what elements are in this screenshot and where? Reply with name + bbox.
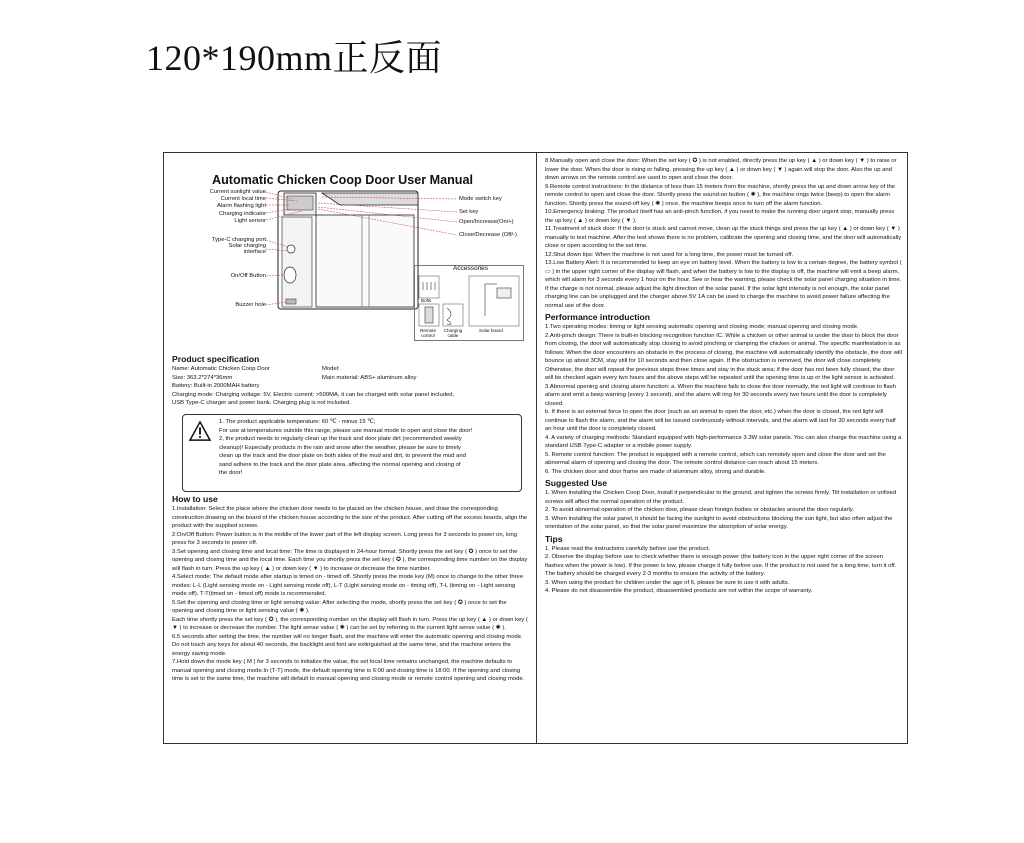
spec-model: Model: xyxy=(322,366,340,372)
manual-sheet xyxy=(163,152,908,744)
howto-item: 1.Installation: Select the place where the chicken door needs to be placed on the chicken house, and draw the corresponding construction drawing on the board of the chicken house according to the size of the product. After cutting off the excess boards, align the product with the supplied screws. xyxy=(172,506,528,529)
spec-name: Name: Automatic Chicken Coop Door xyxy=(172,366,270,372)
callout-close-key: Close/Decrease (Off/-) xyxy=(459,232,517,238)
performance-item: 4. A variety of charging methods: Standard equipped with high-performance 3.3W solar panels. You can also charge the machine using a standard USB Type-C adapter or a mobile power supply. xyxy=(545,434,902,449)
accessory-solar: Solar board xyxy=(479,328,503,333)
spec-material: Main material: ABS+ aluminum alloy xyxy=(322,374,417,381)
callout-interface: interface xyxy=(243,249,266,255)
howto-item: 6.5 seconds after setting the time, the number will no longer flash, and the machine will enter the automatic opening and closing mode. Do not touch any keys for about 40 seconds, the backlight and font are extinguished at the same time, and the machine enters the energy saving mode. xyxy=(172,633,523,657)
callout-onoff: On/Off Button xyxy=(230,273,266,279)
callout-typec-port: Type-C charging port xyxy=(211,237,266,243)
callout-buzzer: Buzzer hole xyxy=(235,302,266,308)
accessory-cable: Charging cable xyxy=(443,328,463,338)
manual-title: Automatic Chicken Coop Door User Manual xyxy=(212,173,474,187)
warning-text xyxy=(219,418,519,478)
accessories-title: Accessories xyxy=(453,265,489,272)
performance-title: Performance introduction xyxy=(545,312,651,322)
instruction-item: 9.Remote control instructions: In the distance of less than 15 meters from the machine, shortly press the up and down arrow key of the remote control to open and close the door. Shortly press the sound-on button ( ✺ ), the machine rings twice (beep) to open the alarm function. Shortly press the sound-off key ( ✺ ) once, the machine beeps once to turn off the alarm function. xyxy=(545,183,896,207)
spec-charging-2: USB Type-C charger and power bank. Charging plug is not included. xyxy=(172,400,351,406)
howto-item: 7.Hold down the mode key ( M ) for 3 seconds to initialize the value, the set local time remains unchanged, the machine defaults to manual opening and closing mode.In (T-T) mode, the default opening time is 6:00 and dosing time is 18:00. If the opening and closing time is set to the same time, the machine will default to manual opening and closing mode or remote control opening and closing mode. xyxy=(172,659,525,682)
tip-item: 4. Please do not disassemble the product, disassembled products are not within the scope of warranty. xyxy=(545,588,813,594)
spec-charging-1: Charging mode: Charging voltage: 5V, Electric current: >500MA, it can be charged with solar panel included, xyxy=(172,391,455,398)
warning-line: 2, the product needs to regularly clean up the track and door plate dirt (recommended weekly xyxy=(219,436,462,442)
instruction-item: 12.Shut down tips: When the machine is not used for a long time, the power must be turned off. xyxy=(545,251,794,258)
callout-charging-indicator: Charging indicator xyxy=(218,211,266,217)
column-divider xyxy=(536,153,537,743)
howto-item: 4.Select mode: The default mode after startup is timed on - timed off. Shortly press the mode key (M) once to change to the other three modes: L-L (Light sensing mode on - Light sensing mode off), L-T (Light sensing mode on - timing off), T-L (timing on - Light sensing mode off). T-T(timed on - timed off) mode is recommended. xyxy=(172,574,524,597)
spec-title: Product specification xyxy=(172,354,260,364)
tip-item: 3. When using the product for children under the age of 6, please be sure to use it with adults. xyxy=(545,579,790,586)
suggested-use-title: Suggested Use xyxy=(545,478,608,488)
spec-battery: Battery: Built-in 2000MAH battery xyxy=(172,383,260,389)
howto-title: How to use xyxy=(172,494,218,504)
howto-item: 2.On/Off Button: Power button is in the middle of the lower part of the left display screen. Long press for 3 seconds to power on, long press for 3 seconds to power off. xyxy=(172,531,518,546)
callout-local-time: Current local time xyxy=(220,196,266,202)
performance-item: 2.Anti-pinch design: There is built-in blocking recognition function IC. While a chicken or other animal is under the door to block the door from closing, the door will automatically stop closing to avoid pinching or clamping the chicken or animal. The specific manifestation is as follows: When the door encounters an obstacle in the process of closing, the machine will automatically identify the obstacle, the door will bounce up about 3CM, stay still for 10 seconds and then close again. If the obstruction is removed, the door will close completely. Otherwise, the door will repeat the previous steps three times and stay in the stuck area; if the door has not been fully closed, the door will be checked again every two hours and the above steps will be repeated until the opening time is up or the light sensor is activated. xyxy=(545,332,902,381)
instruction-item: 11.Treatment of stuck door: If the door is stuck and cannot move, clean up the stuck things and press the up key ( ▲ ) or down key ( ▼ ) manually to test machine. After the test shows there is no problem, calibrate the opening and closing time, and the door will automatically close or open according to the set time. xyxy=(545,226,902,249)
callout-set-key: Set key xyxy=(459,209,479,215)
performance-item: 3.Abnormal opening and closing alarm function: a. When the machine fails to close the door normally, the red light will continue to flash alarm and emit a beep warning (every 1 second), and the alarm will ring for 30 seconds every two hours until the door is completely closed. xyxy=(545,383,896,407)
warning-line: For use at temperatures outside this range, please use manual mode to open and close the door! xyxy=(219,427,473,434)
performance-item: 6. The chicken door and door frame are made of aluminum alloy, strong and durable. xyxy=(545,468,766,475)
suggested-item: 1. When installing the Chicken Coop Door, Install it perpendicular to the ground, and tighten the screws firmly. Tilt installation or unfixed screws will affect the normal operation of the product. xyxy=(545,490,897,505)
callout-alarm-light: Alarm flashing light xyxy=(217,203,266,209)
tips-title: Tips xyxy=(545,533,563,544)
performance-item: 1.Two operating modes: timing or light sensing automatic opening and closing mode; manual opening and closing mode. xyxy=(545,324,859,330)
warning-line: clean up the track and the door plate on both sides of the mud and dirt, to prevent the mud and xyxy=(219,453,466,459)
performance-item: 5. Remote control function: The product is equipped with a remote control, which can remotely open and close the door and set the abnormal alarm of opening and closing the door. The remote control distance can reach about 15 meters. xyxy=(545,451,886,466)
performance-item: b. If there is an external force to open the door (such as an animal to open the door, etc.) when the door is closed, the red light will continue to flash the alarm, and the alarm will be issued continuously without intervals, and the alarm will last for 30 seconds every half an hour until the door is completely closed. xyxy=(545,409,896,432)
left-column xyxy=(172,159,528,739)
how-to-use xyxy=(172,492,528,684)
warning-icon xyxy=(189,421,211,441)
callout-open-key: Open/Increase(On/+) xyxy=(459,219,514,225)
accessory-bolts: Bolts xyxy=(421,298,432,303)
page-header: 120*190mm正反面 xyxy=(146,38,443,78)
product-spec xyxy=(172,352,528,408)
right-column xyxy=(545,157,902,739)
suggested-item: 3. When installing the solar panel, it should be facing the sunlight to avoid obstructions blocking the sun light, but also often adjust the orientation of the solar panel, so that the solar panel maximize the absorption of solar energy. xyxy=(545,515,893,530)
instruction-item: 10.Emergency braking: The product itself has an anti-pinch function, if you need to make the running door urgent stop, manually press the up key ( ▲ ) or down key ( ▼ ). xyxy=(545,209,895,224)
howto-item: 3.Set opening and closing time and local time: The time is displayed in 24-hour format. Shortly press the set key ( ✪ ) once to set the opening and closing time and the local time. Each time you shortly press the set key ( ✪ ), the corresponding time number on the display will flash in turn. Press the up key ( ▲ ) or down key ( ▼ ) to increase or decrease the time number. xyxy=(172,548,528,572)
tip-item: 1. Please read the instructions carefully before use the product. xyxy=(545,545,711,552)
callout-mode-key: Mode switch key xyxy=(459,196,502,202)
callout-sunlight: Current sunlight value xyxy=(209,189,266,195)
warning-line: the door! xyxy=(219,470,243,476)
instruction-item: 8.Manually open and close the door: When the set key ( ✪ ) is not enabled, directly press the up key ( ▲ ) or down key ( ▼ ) to raise or lower the door. When the door is rising or falling, pressing the up key ( ▲ ) or down key ( ▼ ) again will stop the door. Also the up and down arrows on the remote control are used to open and close the door. xyxy=(545,158,897,181)
warning-line: sand adhere to the track and the door plate area, affecting the normal opening and closing of xyxy=(219,461,461,468)
warning-box xyxy=(182,414,522,492)
howto-item: 5.Set the opening and closing time or light sensing value: After selecting the mode, shortly press the set key ( ✪ ) once to set the opening and closing time or light sensing value ( ✺ ). xyxy=(172,599,507,614)
callout-solar-charging: Solar charging xyxy=(228,243,266,249)
howto-item: Each time shortly press the set key ( ✪ ), the corresponding number on the display will flash in turn. Press the up key ( ▲ ) or down key ( ▼ ) to increase or decrease the number. The light sense value ( ✺ ) can be set by referring to the current light sense value ( ✺ ). xyxy=(172,616,528,631)
suggested-item: 2. To avoid abnormal operation of the chicken door, please clean foreign bodies or obstacles around the door regularly. xyxy=(545,507,854,513)
accessories-box xyxy=(414,265,524,341)
tip-item: 2. Observe the display before use to check whether there is enough power (the battery icon in the upper right corner of the screen flashes when the power is low). If the power is low, please charge it fully before use. If the product is not used for a long time, turn it off. The battery should be charged every 2-3 months to ensure the activity of the battery. xyxy=(545,554,897,577)
instruction-item: 13.Low Battery Alert: It is recommended to keep an eye on battery level. When the battery is low to a certain degree, the battery symbol ( ▭ ) in the upper right corner of the display will flash, and when the battery is low to the display is off, the machine will emit a beep alarm, which will alarm for 3 seconds every 1 hour on the hour. See or hear the warning, please check the solar panel charging situation in time. If the charge is not normal, please adjust the light direction of the solar panel. If the solar light intensity is not enough, the solar panel charging line can be unplugged and the charger above 5V 1A can be used to charge the machine to avoid power failure affecting the normal use of the door. xyxy=(545,260,902,309)
warning-line: 1. The product applicable temperature: 60 ℃ - minus 15 ℃; xyxy=(219,419,376,425)
spec-size: Size: 363.2*274*36mm xyxy=(172,374,233,381)
warning-line: cleanup)! Especially products in the rain and snow after the weather, please be sure to timely xyxy=(219,444,461,451)
accessory-remote: Remote control xyxy=(419,328,437,338)
callout-light-sensor: Light sensor xyxy=(234,218,266,224)
